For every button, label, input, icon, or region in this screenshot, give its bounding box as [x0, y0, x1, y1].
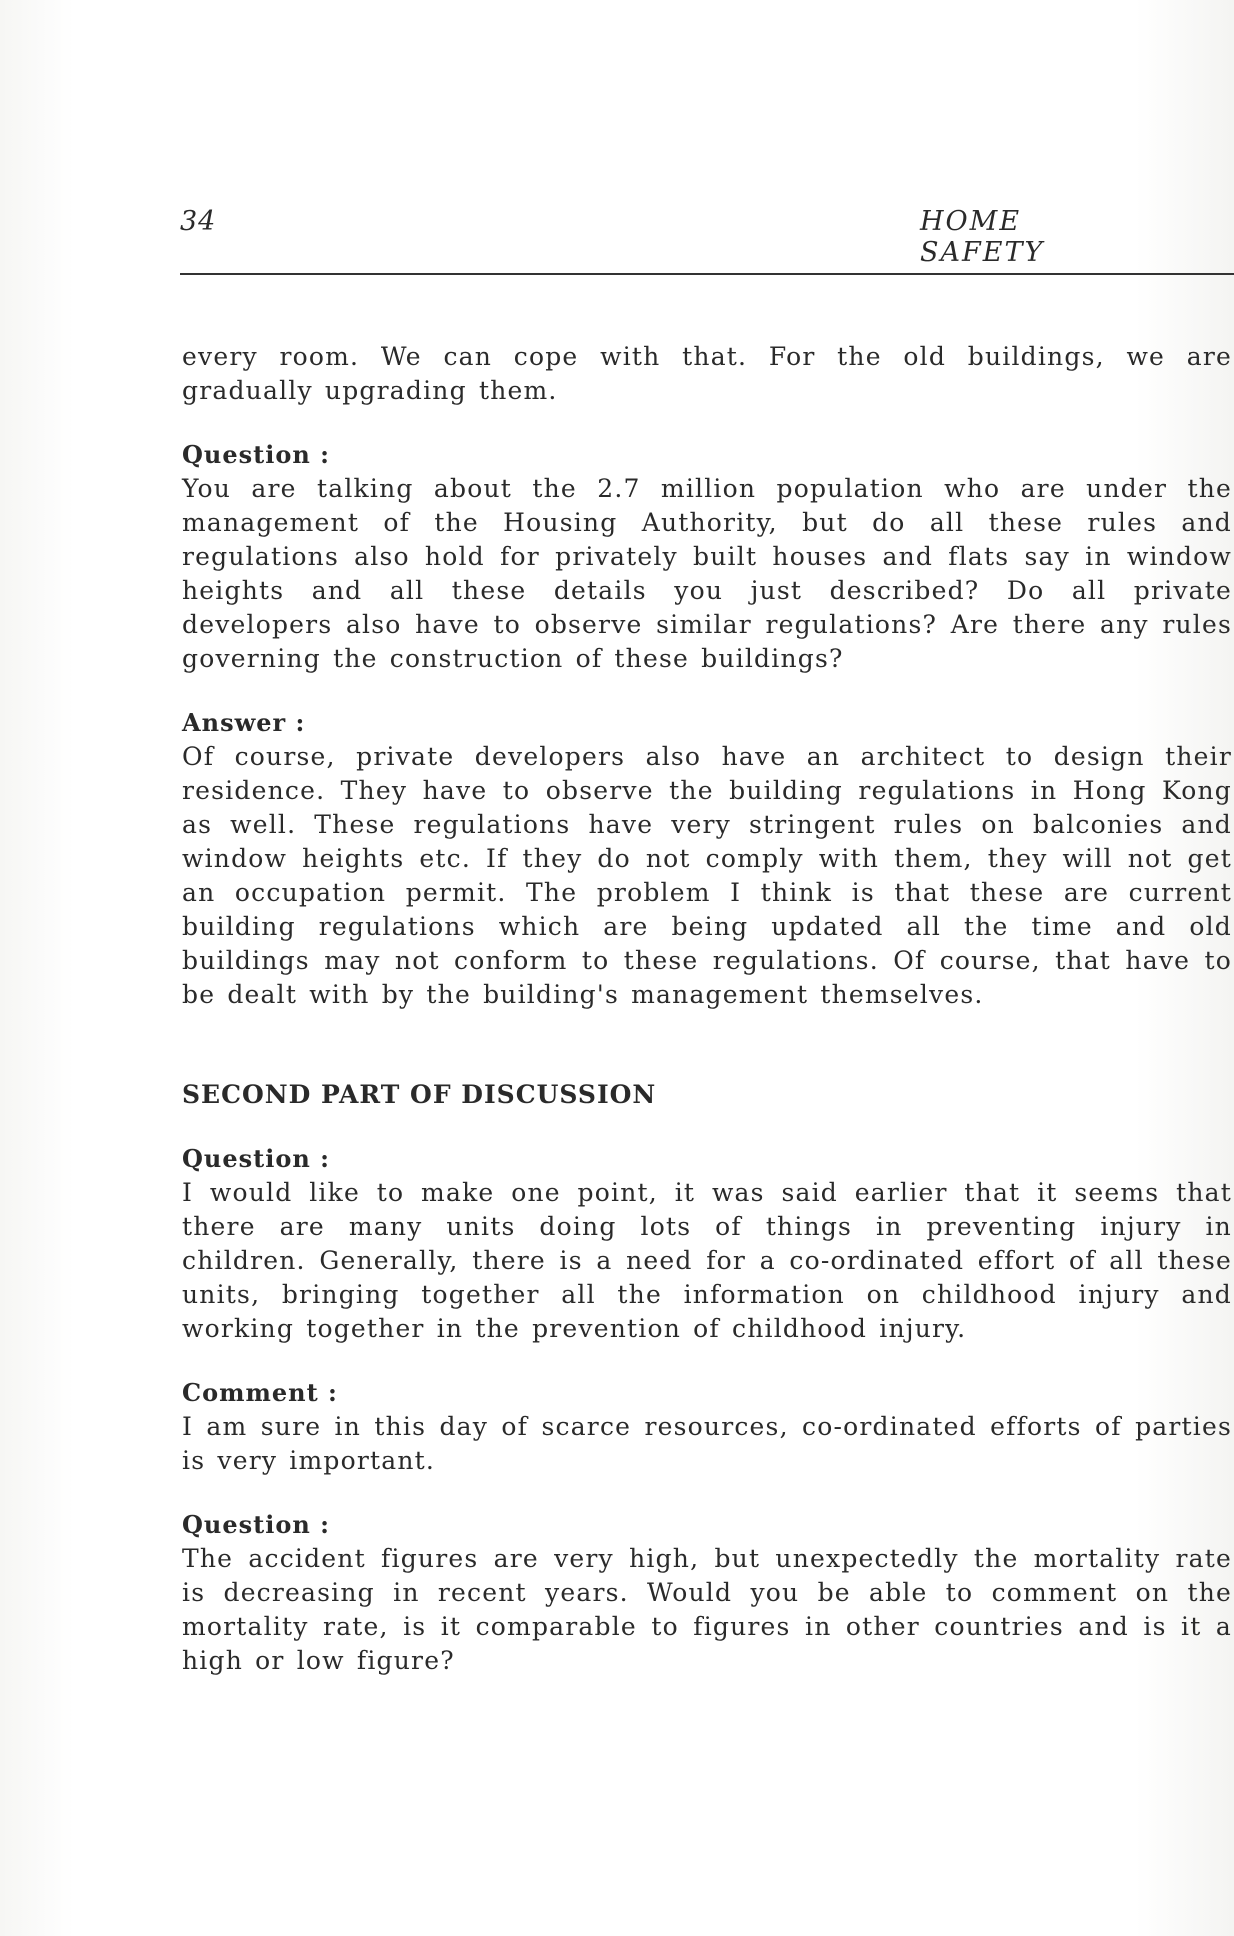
- question-paragraph: You are talking about the 2.7 million population who are under the management of the Housing Authority, but do all these rules and regulations also hold for privately built houses and flats say in window heights and all these details you just described? Do all private developers also have to observe similar regulations? Are there any rules governing the construction of these buildings?: [182, 474, 1232, 673]
- running-head: [180, 206, 1140, 268]
- running-title: HOME SAFETY: [920, 206, 1045, 268]
- section-heading: SECOND PART OF DISCUSSION: [182, 1080, 657, 1109]
- question-paragraph: The accident figures are very high, but unexpectedly the mortality rate is decreasing in recent years. Would you be able to comment on the mortality rate, is it comparable to figures in other countries and is it a high or low figure?: [182, 1544, 1232, 1675]
- question-label: Question :: [182, 1510, 331, 1539]
- question-paragraph: I would like to make one point, it was said earlier that it seems that there are many units doing lots of things in preventing injury in children. Generally, there is a need for a co-ordinated effort of all these units, bringing together all the information on childhood injury and working together in the prevention of childhood injury.: [182, 1178, 1232, 1343]
- answer-label: Answer :: [182, 708, 306, 737]
- body-text: [182, 340, 1232, 1678]
- header-rule: [180, 273, 1234, 275]
- comment-paragraph: I am sure in this day of scarce resources, co-ordinated efforts of parties is very important.: [182, 1412, 1232, 1475]
- page-number: 34: [180, 206, 217, 237]
- intro-paragraph: every room. We can cope with that. For the old buildings, we are gradually upgrading them.: [182, 342, 1232, 405]
- answer-paragraph: Of course, private developers also have an architect to design their residence. They have to observe the building regulations in Hong Kong as well. These regulations have very stringent rules on balconies and window heights etc. If they do not comply with them, they will not get an occupation permit. The problem I think is that these are current building regulations which are being updated all the time and old buildings may not conform to these regulations. Of course, that have to be dealt with by the building's management themselves.: [182, 742, 1232, 1009]
- question-label: Question :: [182, 1144, 331, 1173]
- question-label: Question :: [182, 440, 331, 469]
- comment-label: Comment :: [182, 1378, 338, 1407]
